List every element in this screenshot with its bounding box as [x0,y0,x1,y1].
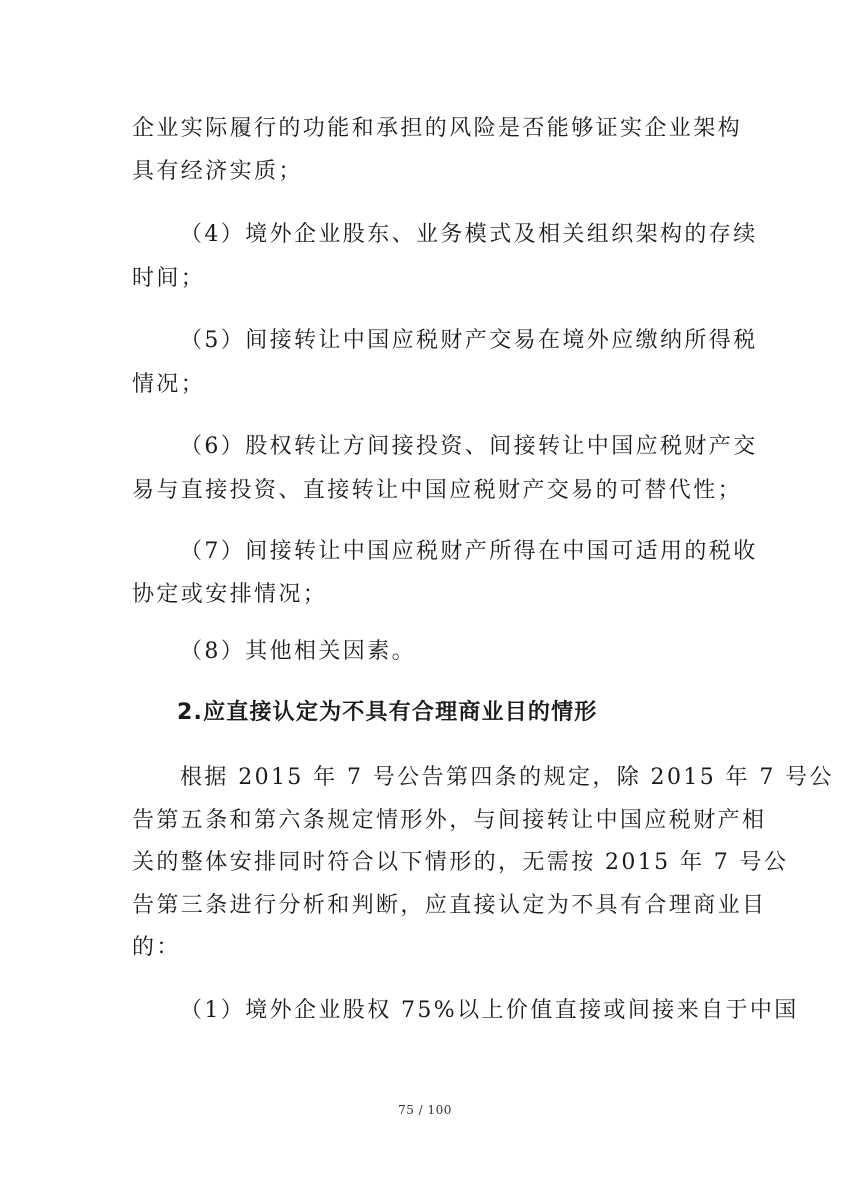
paragraph-line: 根据 2015 年 7 号公告第四条的规定，除 2015 年 7 号公 [180,765,834,790]
page-number: 75 / 100 [398,1103,452,1117]
paragraph-line: 告第五条和第六条规定情形外，与间接转让中国应税财产相 [132,808,767,833]
list-item-1: （1）境外企业股权 75%以上价值直接或间接来自于中国 [180,998,799,1023]
list-item-4-continuation: 时间； [132,266,206,291]
paragraph-line: 关的整体安排同时符合以下情形的，无需按 2015 年 7 号公 [132,850,789,875]
section-heading: 2.应直接认定为不具有合理商业目的情形 [177,700,598,725]
paragraph-line: 告第三条进行分析和判断，应直接认定为不具有合理商业目 [132,893,767,918]
list-item-6-continuation: 易与直接投资、直接转让中国应税财产交易的可替代性； [132,478,743,503]
body-text-line: 企业实际履行的功能和承担的风险是否能够证实企业架构 [132,116,743,141]
list-item-4: （4）境外企业股东、业务模式及相关组织架构的存续 [180,222,758,247]
list-item-5: （5）间接转让中国应税财产交易在境外应缴纳所得税 [180,328,758,353]
list-item-6: （6）股权转让方间接投资、间接转让中国应税财产交 [180,434,758,459]
list-item-7-continuation: 协定或安排情况； [132,582,328,607]
paragraph-line: 的： [132,935,181,960]
list-item-5-continuation: 情况； [132,372,206,397]
body-text-line: 具有经济实质； [132,159,303,184]
list-item-8: （8）其他相关因素。 [180,639,416,664]
list-item-7: （7）间接转让中国应税财产所得在中国可适用的税收 [180,539,758,564]
